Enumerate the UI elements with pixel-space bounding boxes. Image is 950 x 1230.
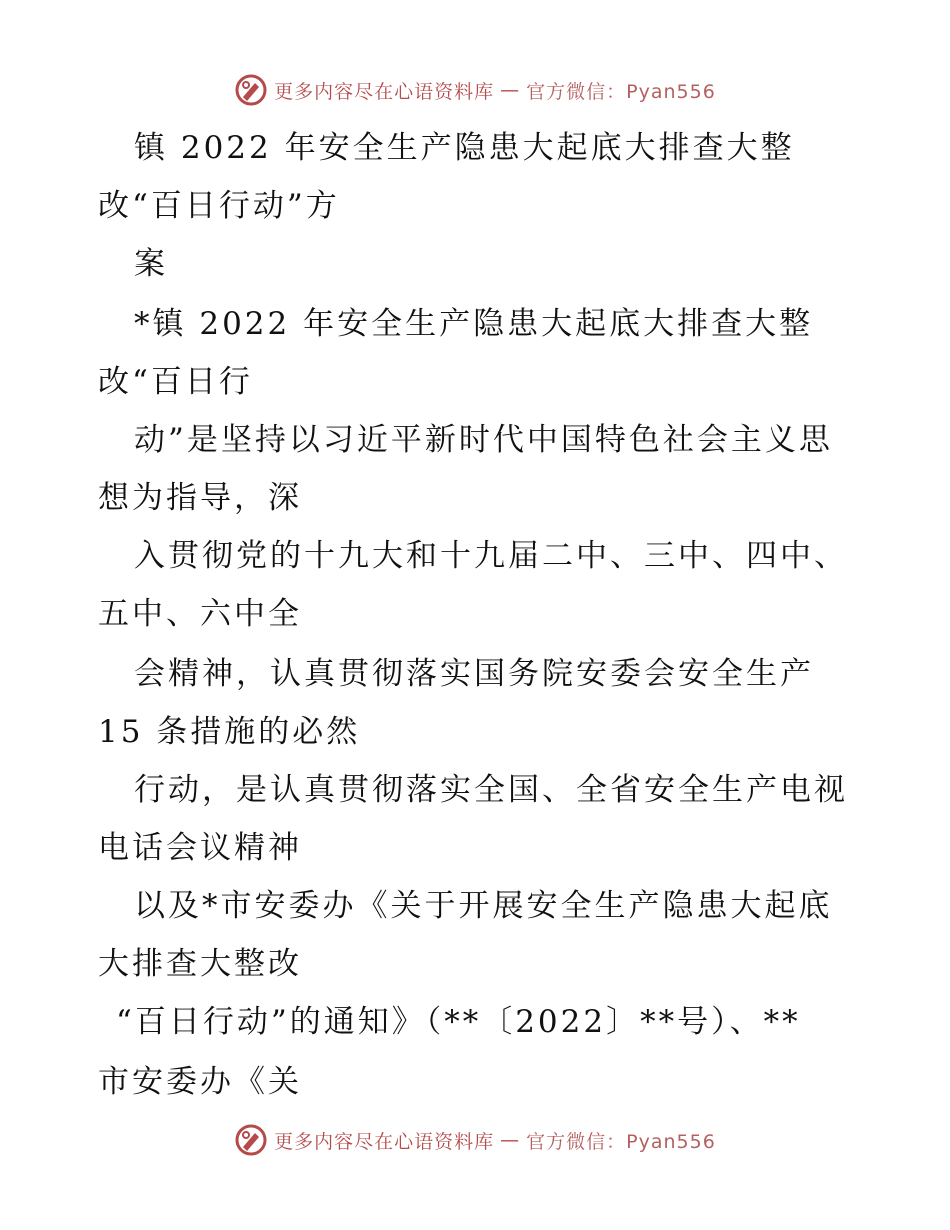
text-line: 会精神，认真贯彻落实国务院安委会安全生产 xyxy=(134,656,814,692)
watermark-dash: — xyxy=(500,79,521,101)
watermark-wechat: 官方微信：Pyan556 xyxy=(526,80,716,103)
text-line: 市安委办《关 xyxy=(98,1064,302,1100)
text-line: 想为指导，深 xyxy=(98,480,302,516)
watermark-wechat: 官方微信：Pyan556 xyxy=(526,1130,716,1153)
text-line: 行动，是认真贯彻落实全国、全省安全生产电视 xyxy=(134,772,848,808)
text-line: 电话会议精神 xyxy=(98,830,302,866)
text-line: 改“百日行动”方 xyxy=(98,188,340,224)
header-watermark xyxy=(0,70,950,110)
text-line: 案 xyxy=(134,246,168,282)
text-line: “百日行动”的通知》（**〔2022〕**号）、** xyxy=(116,1004,801,1040)
text-line: 改“百日行 xyxy=(98,364,253,400)
text-line: *镇 2022 年安全生产隐患大起底大排查大整 xyxy=(134,306,814,342)
watermark-text: 更多内容尽在心语资料库 xyxy=(274,80,495,103)
watermark-logo-icon xyxy=(234,73,268,107)
watermark-dash: — xyxy=(500,1129,521,1151)
text-line: 镇 2022 年安全生产隐患大起底大排查大整 xyxy=(134,130,795,166)
text-line: 大排查大整改 xyxy=(98,946,302,982)
text-line: 五中、六中全 xyxy=(98,596,302,632)
text-line: 入贯彻党的十九大和十九届二中、三中、四中、 xyxy=(134,538,848,574)
text-line: 动”是坚持以习近平新时代中国特色社会主义思 xyxy=(134,422,833,458)
watermark-text: 更多内容尽在心语资料库 xyxy=(274,1130,495,1153)
watermark-logo-icon xyxy=(234,1123,268,1157)
text-line: 15 条措施的必然 xyxy=(98,714,361,750)
text-line: 以及*市安委办《关于开展安全生产隐患大起底 xyxy=(134,888,833,924)
footer-watermark xyxy=(0,1120,950,1160)
